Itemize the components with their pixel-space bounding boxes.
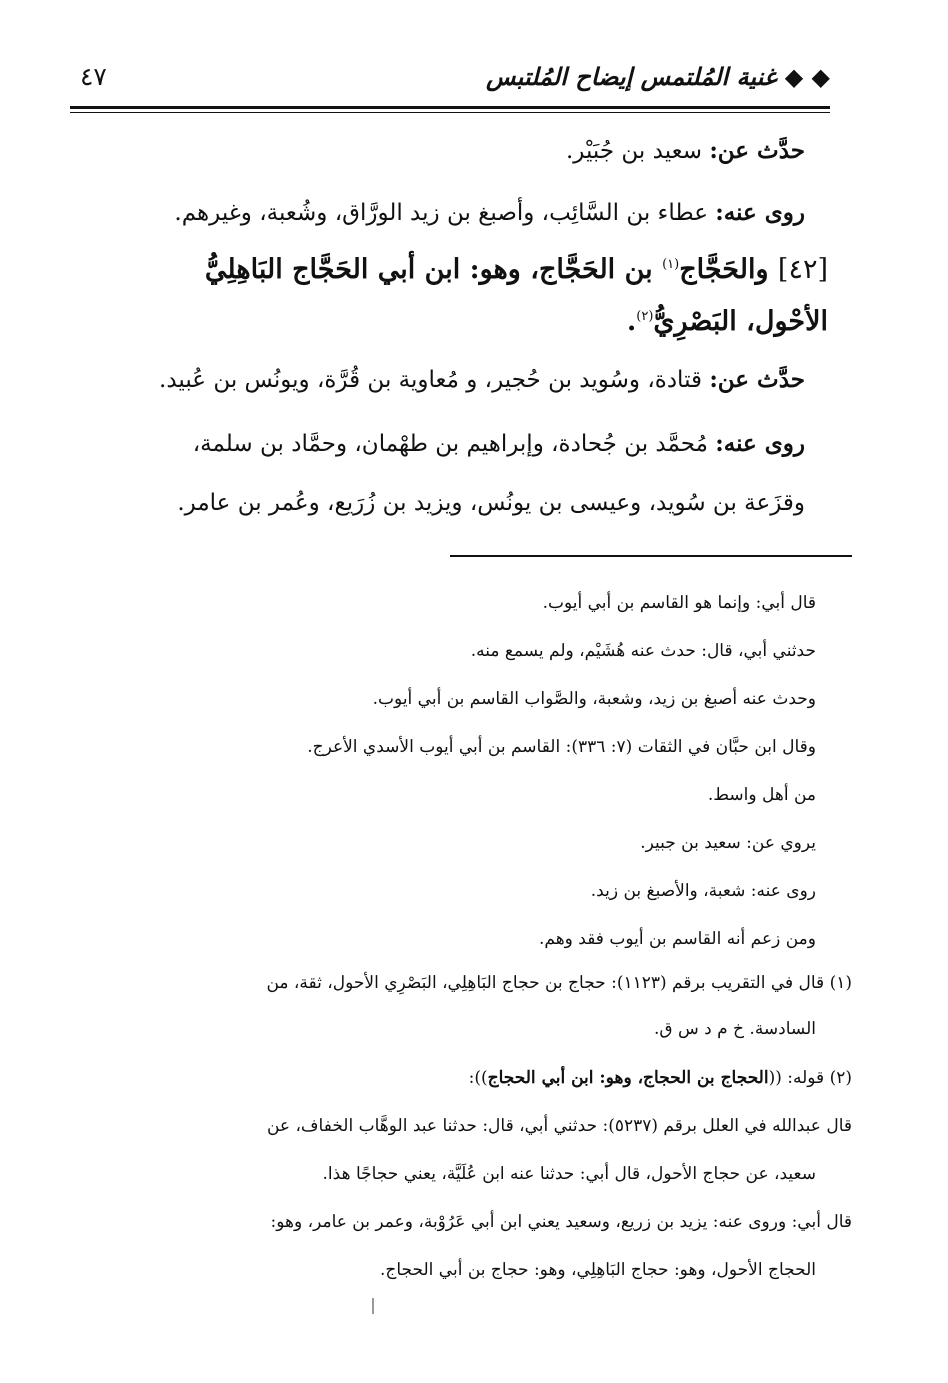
footnote-line: وقال ابن حبَّان في الثقات (٧: ٣٣٦): القاسم بن أبي أيوب الأسدي الأعرج. xyxy=(307,737,816,757)
narrator-heading-line1: [٤٢] والحَجَّاج$^{(١)}$ بن الحَجَّاج، وهو: ابن أبي الحَجَّاج البَاهِلِيُّ xyxy=(204,254,828,285)
footnote-line: سعيد، عن حجاج الأحول، قال أبي: حدثنا عنه ابن عُلَيَّة، يعني حجاجًا هذا. xyxy=(322,1164,816,1184)
page-header xyxy=(70,62,830,102)
narrator-heading-line2: الأحْول، البَصْرِيُّ$^{(٢)}$. xyxy=(626,306,828,337)
page-number: ٤٧ xyxy=(80,62,107,91)
scan-mark xyxy=(372,1298,374,1314)
footnote-2: (٢) قوله: ((الحجاج بن الحجاج، وهو: ابن أبي الحجاج)): xyxy=(468,1068,852,1088)
footnote-line: من أهل واسط. xyxy=(707,785,816,805)
narrators-line-2-cont: وقزَعة بن سُويد، وعيسى بن يونُس، ويزيد بن زُرَيع، وعُمر بن عامر. xyxy=(177,490,805,516)
footnote-ref-2: (٢) xyxy=(636,309,654,324)
narrated-from-line: حدَّث عن: سعيد بن جُبَيْر. xyxy=(565,137,805,164)
footnote-line: يروي عن: سعيد بن جبير. xyxy=(640,833,816,853)
footnote-line: حدثني أبي، قال: حدث عنه هُشَيْم، ولم يسمع منه. xyxy=(470,641,816,661)
footnote-line: ومن زعم أنه القاسم بن أيوب فقد وهم. xyxy=(538,929,816,949)
footnote-line: الحجاج الأحول، وهو: حجاج البَاهِلِي، وهو: حجاج بن أبي الحجاج. xyxy=(380,1260,816,1280)
narrated-from-line-2: حدَّث عن: قتادة، وسُويد بن حُجير، و مُعاوية بن قُرَّة، ويونُس بن عُبيد. xyxy=(159,366,805,393)
footnote-1-cont: السادسة. خ م د س ق. xyxy=(653,1019,816,1039)
footnote-1: (١) قال في التقريب برقم (١١٢٣): حجاج بن حجاج البَاهِلِي، البَصْرِي الأحول، ثقة، من xyxy=(266,973,852,993)
footnote-ref-1: (١) xyxy=(662,257,680,272)
footnote-line: قال أبي: وروى عنه: يزيد بن زريع، وسعيد يعني ابن أبي عَرُوْبة، وعمر بن عامر، وهو: xyxy=(270,1212,852,1232)
footnote-line: قال أبي: وإنما هو القاسم بن أبي أيوب. xyxy=(542,593,816,613)
footnote-line: قال عبدالله في العلل برقم (٥٢٣٧): حدثني أبي، قال: حدثنا عبد الوهَّاب الخفاف، عن xyxy=(266,1116,852,1136)
narrators-line-2: روى عنه: مُحمَّد بن جُحادة، وإبراهيم بن طهْمان، وحمَّاد بن سلمة، xyxy=(192,430,805,457)
header-rule-thin xyxy=(70,112,830,113)
footnote-separator xyxy=(450,555,852,557)
narrators-line: روى عنه: عطاء بن السَّائِب، وأصبغ بن زيد الورَّاق، وشُعبة، وغيرهم. xyxy=(174,199,805,226)
book-title: ◆ ◆ غنية المُلتمس إيضاح المُلتبس xyxy=(486,62,830,91)
header-rule-thick xyxy=(70,106,830,109)
footnote-line: وحدث عنه أصبغ بن زيد، وشعبة، والصَّواب القاسم بن أبي أيوب. xyxy=(372,689,816,709)
footnote-line: روى عنه: شعبة، والأصبغ بن زيد. xyxy=(590,881,816,901)
